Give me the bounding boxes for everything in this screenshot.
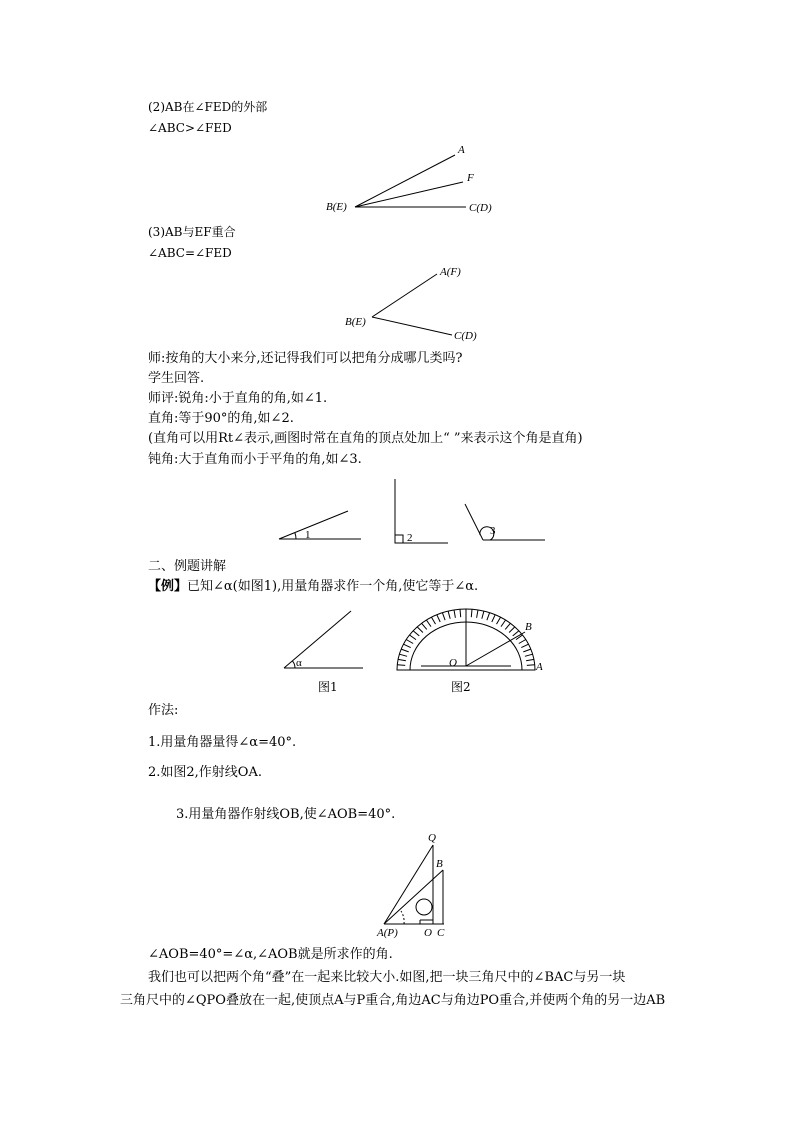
protractor-tick	[477, 610, 478, 618]
label-o-fig3: O	[424, 927, 432, 939]
protractor-tick	[501, 620, 506, 627]
figure-obtuse-angle	[465, 504, 545, 540]
acute-definition: 师评:锐角:小于直角的角,如∠1.	[148, 391, 328, 406]
figure-right-angle	[395, 479, 448, 543]
step-2: 2.如图2,作射线OA.	[148, 765, 262, 780]
angle-label-3: 3	[490, 525, 496, 537]
protractor-tick	[523, 649, 531, 652]
ray-bc-coincide	[372, 317, 452, 335]
label-f: F	[467, 172, 474, 184]
protractor-tick	[442, 613, 445, 621]
teacher-question: 师:按角的大小来分,还记得我们可以把角分成哪几类吗?	[148, 351, 463, 366]
label-a-f: A(F)	[440, 266, 461, 278]
protractor-tick	[492, 615, 495, 622]
protractor-tick	[487, 613, 490, 621]
label-b-protractor: B	[525, 621, 532, 633]
right-angle-note: (直角可以用Rt∠表示,画图时常在直角的顶点处加上“ ”来表示这个角是直角)	[148, 431, 583, 446]
figure-2-protractor	[397, 609, 535, 670]
paragraph-line-1: 我们也可以把两个角“叠”在一起来比较大小.如图,把一块三角尺中的∠BAC与另一块	[148, 970, 626, 985]
angle-label-1: 1	[305, 529, 311, 541]
label-q: Q	[428, 832, 436, 844]
part2-relation: ∠ABC>∠FED	[148, 121, 232, 135]
protractor-tick	[497, 617, 501, 624]
label-b-e: B(E)	[326, 201, 347, 213]
protractor-tick	[525, 654, 533, 656]
obtuse-definition: 钝角:大于直角而小于平角的角,如∠3.	[148, 452, 362, 467]
protractor-tick	[513, 631, 519, 636]
label-c-fig3: C	[437, 927, 445, 939]
protractor-tick	[406, 640, 413, 644]
label-a-protractor: A	[536, 661, 543, 673]
figure-3-set-squares	[384, 845, 444, 924]
method-title: 作法:	[148, 703, 179, 718]
label-a: A	[458, 144, 465, 156]
alpha-label: α	[296, 657, 302, 669]
angle-label-2: 2	[407, 532, 413, 544]
protractor-tick	[482, 611, 484, 619]
figure-acute-angle	[279, 511, 361, 539]
protractor-tick	[422, 623, 427, 629]
example-statement-text: 已知∠α(如图1),用量角器求作一个角,使它等于∠α.	[187, 579, 479, 594]
label-a-p: A(P)	[377, 927, 398, 939]
protractor-tick	[432, 617, 436, 624]
part3-heading: (3)AB与EF重合	[148, 225, 236, 239]
label-c-d: C(D)	[469, 202, 492, 214]
conclusion: ∠AOB=40°=∠α,∠AOB就是所求作的角.	[148, 947, 393, 962]
protractor-tick	[505, 623, 510, 629]
protractor-tick	[397, 665, 405, 666]
protractor-tick	[454, 610, 455, 618]
protractor-tick	[398, 659, 406, 660]
label-o: O	[449, 657, 457, 669]
protractor-tick	[426, 620, 431, 627]
protractor-tick	[519, 640, 526, 644]
protractor-tick	[401, 649, 409, 652]
protractor-tick	[410, 635, 417, 640]
protractor-tick	[527, 665, 535, 666]
ray-ba-coincide	[372, 274, 437, 317]
right-definition: 直角:等于90°的角,如∠2.	[148, 411, 294, 426]
protractor-tick	[437, 615, 440, 622]
label-b-fig3: B	[436, 858, 443, 870]
step-1: 1.用量角器量得∠α=40°.	[148, 735, 297, 750]
ray-ef	[355, 182, 463, 207]
protractor-tick	[521, 644, 528, 647]
student-answer: 学生回答.	[148, 371, 205, 386]
protractor-tick	[460, 609, 461, 617]
protractor-tick	[526, 659, 534, 660]
ray-ba	[355, 155, 455, 207]
protractor-tick	[448, 611, 450, 619]
part2-heading: (2)AB在∠FED的外部	[148, 100, 268, 114]
paragraph-line-2: 三角尺中的∠QPO叠放在一起,使顶点A与P重合,角边AC与角边PO重合,并使两个角的另一边AB	[120, 993, 666, 1008]
protractor-tick	[417, 627, 423, 633]
protractor-tick	[399, 654, 407, 656]
fig2-caption: 图2	[451, 680, 471, 694]
label-c-d-2: C(D)	[454, 330, 477, 342]
figure-angle-coincide	[372, 274, 452, 335]
label-b-e-2: B(E)	[345, 316, 366, 328]
protractor-tick	[413, 631, 419, 636]
protractor-tick	[509, 627, 515, 633]
figure-angle-outside	[355, 155, 466, 207]
right-angle-mark	[395, 535, 403, 543]
example-bracket-label: 【例】	[148, 579, 188, 594]
protractor-tick	[404, 644, 411, 647]
section-title: 二、例题讲解	[148, 559, 227, 574]
protractor-tick	[471, 609, 472, 617]
part3-relation: ∠ABC=∠FED	[148, 246, 232, 260]
example-statement	[148, 579, 478, 595]
fig1-caption: 图1	[318, 680, 338, 694]
step-3: 3.用量角器作射线OB,使∠AOB=40°.	[176, 807, 396, 822]
